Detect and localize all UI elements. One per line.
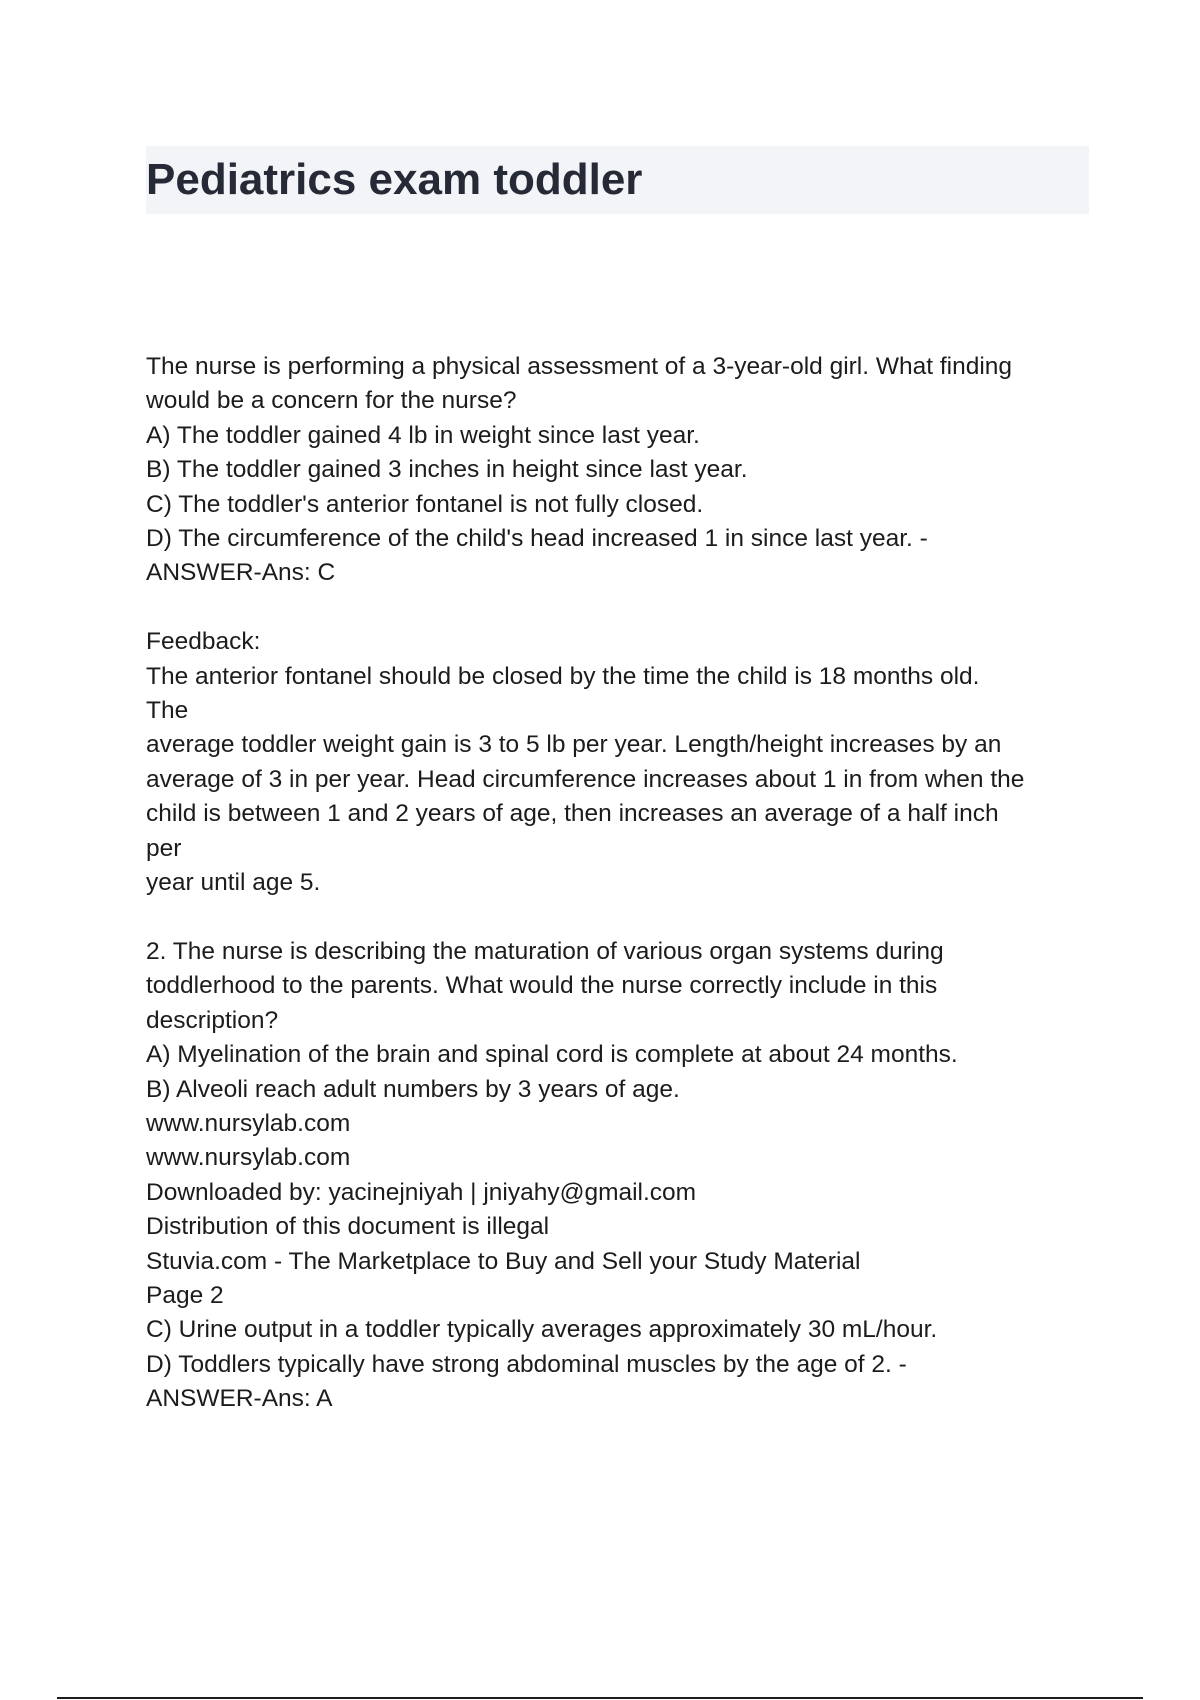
question-1-option-b: B) The toddler gained 3 inches in height since last year. <box>146 456 748 484</box>
question-2-stem-line: description? <box>146 1006 279 1034</box>
spacer <box>146 900 1096 934</box>
feedback-section <box>146 625 1096 900</box>
document-body <box>146 350 1096 1417</box>
watermark-url: www.nursylab.com <box>146 1109 351 1137</box>
question-2 <box>146 935 1096 1417</box>
page-number: Page 2 <box>146 1281 224 1309</box>
feedback-line: average of 3 in per year. Head circumference increases about 1 in from when the <box>146 765 1025 793</box>
question-2-option-d: D) Toddlers typically have strong abdominal muscles by the age of 2. - <box>146 1350 907 1378</box>
question-2-option-b: B) Alveoli reach adult numbers by 3 years of age. <box>146 1075 680 1103</box>
feedback-line: per <box>146 834 182 862</box>
question-1-option-a: A) The toddler gained 4 lb in weight since last year. <box>146 421 700 449</box>
footer-divider <box>57 1697 1143 1699</box>
marketplace-notice: Stuvia.com - The Marketplace to Buy and Sell your Study Material <box>146 1247 861 1275</box>
feedback-line: year until age 5. <box>146 869 321 897</box>
question-1-stem-line: would be a concern for the nurse? <box>146 387 517 415</box>
question-1-answer: ANSWER-Ans: C <box>146 559 336 587</box>
question-1 <box>146 350 1096 591</box>
question-1-option-d: D) The circumference of the child's head increased 1 in since last year. - <box>146 525 928 553</box>
question-2-stem-line: 2. The nurse is describing the maturation of various organ systems during <box>146 937 944 965</box>
question-2-stem-line: toddlerhood to the parents. What would the nurse correctly include in this <box>146 972 938 1000</box>
spacer <box>146 591 1096 625</box>
feedback-line: The anterior fontanel should be closed by the time the child is 18 months old. <box>146 662 980 690</box>
feedback-label: Feedback: <box>146 628 261 656</box>
question-2-option-a: A) Myelination of the brain and spinal cord is complete at about 24 months. <box>146 1041 958 1069</box>
download-notice: Downloaded by: yacinejniyah | jniyahy@gmail.com <box>146 1178 697 1206</box>
feedback-line: child is between 1 and 2 years of age, then increases an average of a half inch <box>146 800 999 828</box>
feedback-line: average toddler weight gain is 3 to 5 lb per year. Length/height increases by an <box>146 731 1002 759</box>
distribution-notice: Distribution of this document is illegal <box>146 1213 550 1241</box>
watermark-url: www.nursylab.com <box>146 1144 351 1172</box>
feedback-line: The <box>146 697 189 725</box>
question-2-answer: ANSWER-Ans: A <box>146 1385 333 1413</box>
page-title: Pediatrics exam toddler <box>146 155 643 204</box>
question-1-stem-line: The nurse is performing a physical assessment of a 3-year-old girl. What finding <box>146 353 1013 380</box>
question-2-option-c: C) Urine output in a toddler typically averages approximately 30 mL/hour. <box>146 1316 938 1344</box>
question-1-option-c: C) The toddler's anterior fontanel is not fully closed. <box>146 490 704 518</box>
